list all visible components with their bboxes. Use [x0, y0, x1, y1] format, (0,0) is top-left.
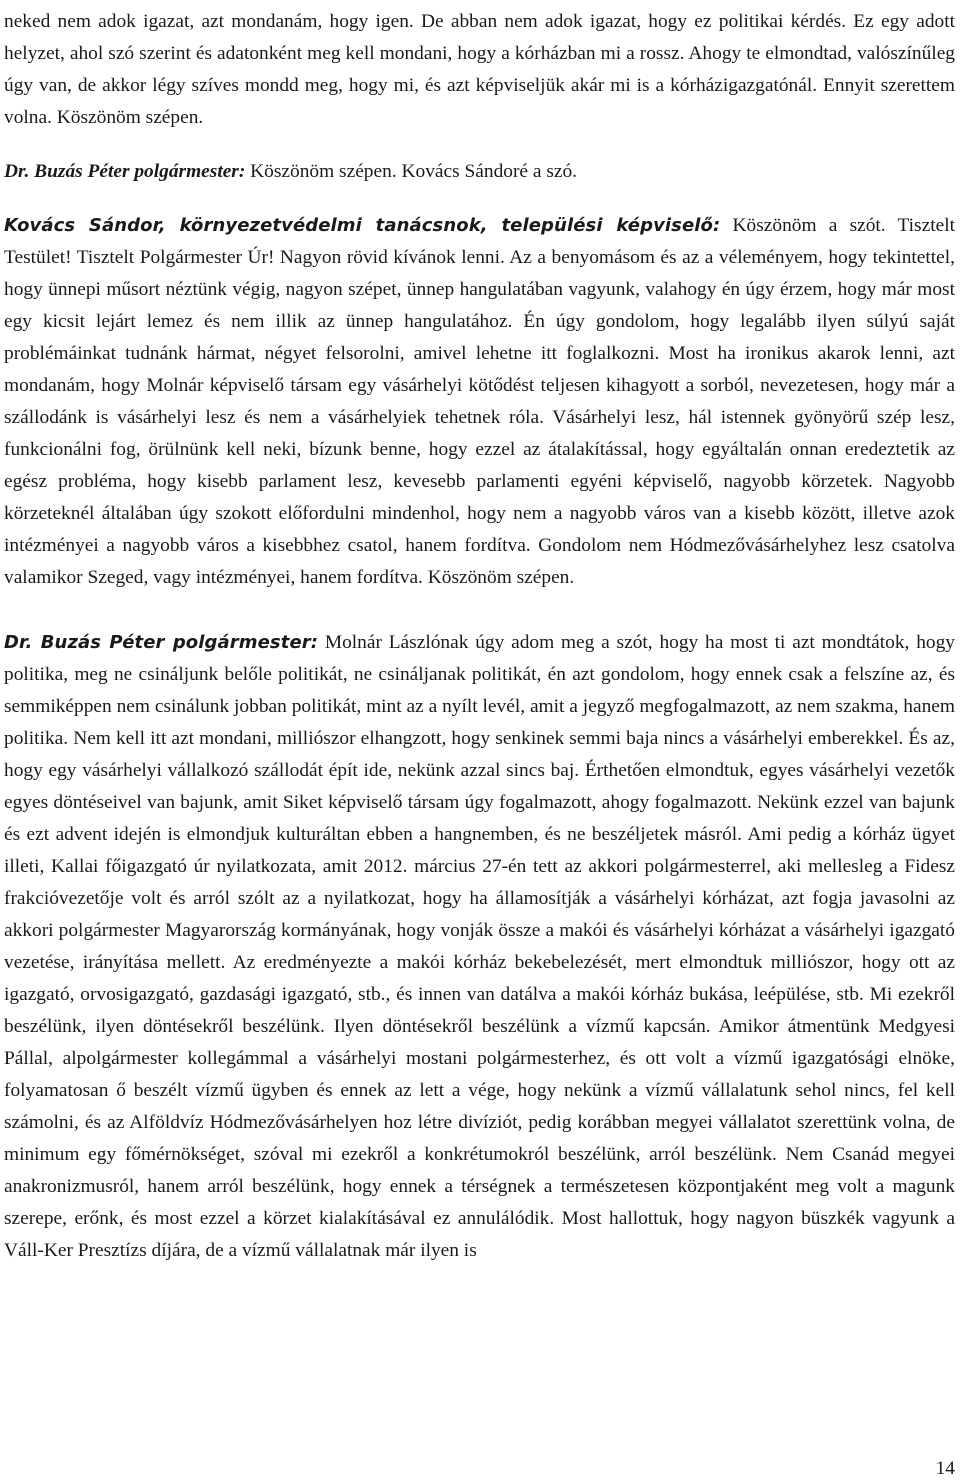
page-number: 14	[935, 1458, 955, 1479]
paragraph-text: Molnár Lászlónak úgy adom meg a szót, hogy ha most ti azt mondtátok, hogy politika, meg ne csináljunk belőle politikát, ne csináljanak politikát, én azt gondolom, hogy ennek csak a felszíne az, és semmiképpen nem csinálunk jobban politikát, mint az a nyílt levél, amit a jegyző megfogalmazott, az nem szakma, hanem politika. Nem kell itt azt mondani, milliószor elhangzott, hogy senkinek semmi baja nincs a vásárhelyi emberekkel. És az, hogy egy vásárhelyi vállalkozó szállodát épít ide, nekünk azzal sincs baj. Érthetően elmondtuk, egyes vásárhelyi vezetők egyes döntéseivel van bajunk, amit Siket képviselő társam úgy fogalmazott, ahogy fogalmazott. Nekünk ezzel van bajunk és ezt advent idején is elmondjuk kulturáltan ebben a hangnemben, és ne beszéljetek másról. Ami pedig a kórház ügyet illeti, Kallai főigazgató úr nyilatkozata, amit 2012. március 27-én tett az akkori polgármesterrel, aki mellesleg a Fidesz frakcióvezetője volt és arról szólt az a nyilatkozat, hogy ha államosítják a vásárhelyi kórházat, azt fogja javasolni az akkori polgármester Magyarország kormányának, hogy vonják össze a makói és vásárhelyi kórházat a vásárhelyi igazgató vezetése, irányítása mellett. Az eredményezte a makói kórház bekebelezését, mert elmondtuk milliószor, hogy ott az igazgató, orvosigazgató, gazdasági igazgató, stb., és innen van datálva a makói kórház bukása, leépülése, stb. Mi ezekről beszélünk, ilyen döntésekről beszélünk. Ilyen döntésekről beszélünk a vízmű kapcsán. Amikor átmentünk Medgyesi Pállal, alpolgármester kollegámmal a vásárhelyi mostani polgármesterhez, és ott volt a vízmű igazgatósági elnöke, folyamatosan ő beszélt vízmű ügyben és ennek az lett a vége, hogy nekünk a vízmű vállalatunk sehol nincs, fel kell számolni, és az Alföldvíz Hódmezővásárhelyen hoz létre divíziót, pedig korábban megyei vállalatot szerettünk volna, de minimum egy főmérnökséget, szóval mi ezekről a konkrétumokról beszélünk, arról beszélünk. Nem Csanád megyei anakronizmusról, hanem arról beszélünk, hogy ennek a térségnek a természetesen központjaként meg volt a magunk szerepe, erőnk, és most ezzel a körzet kialakításával ez annulálódik. Most hallottuk, hogy nagyon büszkék vagyunk a Váll-Ker Presztízs díjára, de a vízmű vállalatnak már ilyen is	[4, 632, 955, 1261]
speaker-name: Kovács Sándor, környezetvédelmi tanácsnok, települési képviselő:	[4, 215, 721, 236]
paragraph-continued-speech	[4, 6, 955, 134]
paragraph-kovacs-speech	[4, 210, 955, 594]
speaker-name: Dr. Buzás Péter polgármester:	[4, 632, 319, 653]
paragraph-mayor-reply	[4, 156, 955, 188]
paragraph-text: Köszönöm szépen. Kovács Sándoré a szó.	[245, 161, 578, 182]
paragraph-mayor-speech	[4, 627, 955, 1267]
speaker-name: Dr. Buzás Péter polgármester:	[4, 161, 246, 182]
paragraph-text: Köszönöm a szót. Tisztelt Testület! Tisztelt Polgármester Úr! Nagyon rövid kívánok lenni. Az a benyomásom és az a véleményem, hogy tekintettel, hogy ünnepi műsort néztünk végig, nagyon szépet, ünnep hangulatában vagyunk, valahogy én úgy érzem, hogy már most egy kicsit lejárt lemez és nem illik az ünnep hangulatához. Én úgy gondolom, hogy legalább ilyen súlyú saját problémáinkat tudnánk hármat, négyet felsorolni, amivel lehetne itt foglalkozni. Most ha ironikus akarok lenni, azt mondanám, hogy Molnár képviselő társam egy vásárhelyi kötődést teljesen kihagyott a sorból, nevezetesen, hogy már a szállodánk is vásárhelyi lesz és nem a vásárhelyiek tehetnek róla. Vásárhelyi lesz, hál istennek gyönyörű szép lesz, funkcionálni fog, örülnünk kell neki, bízunk benne, hogy ezzel az átalakítással, hogy egyáltalán onnan eredeztetik az egész probléma, hogy kisebb parlament lesz, kevesebb parlamenti egyéni képviselő, nagyobb körzetek. Nagyobb körzeteknél általában úgy szokott előfordulni mindenhol, hogy nem a nagyobb város van a kisebb között, illetve azok intézményei a nagyobb város a kisebbhez csatol, hanem fordítva. Gondolom nem Hódmezővásárhelyhez lesz csatolva valamikor Szeged, vagy intézményei, hanem fordítva. Köszönöm szépen.	[4, 215, 955, 588]
paragraph-text: neked nem adok igazat, azt mondanám, hogy igen. De abban nem adok igazat, hogy ez politikai kérdés. Ez egy adott helyzet, ahol szó szerint és adatonként meg kell mondani, hogy a kórházban mi a rossz. Ahogy te elmondtad, valószínűleg úgy van, de akkor légy szíves mondd meg, hogy mi, és azt képviseljük akár mi is a kórházigazgatónál. Ennyit szerettem volna. Köszönöm szépen.	[4, 11, 955, 128]
